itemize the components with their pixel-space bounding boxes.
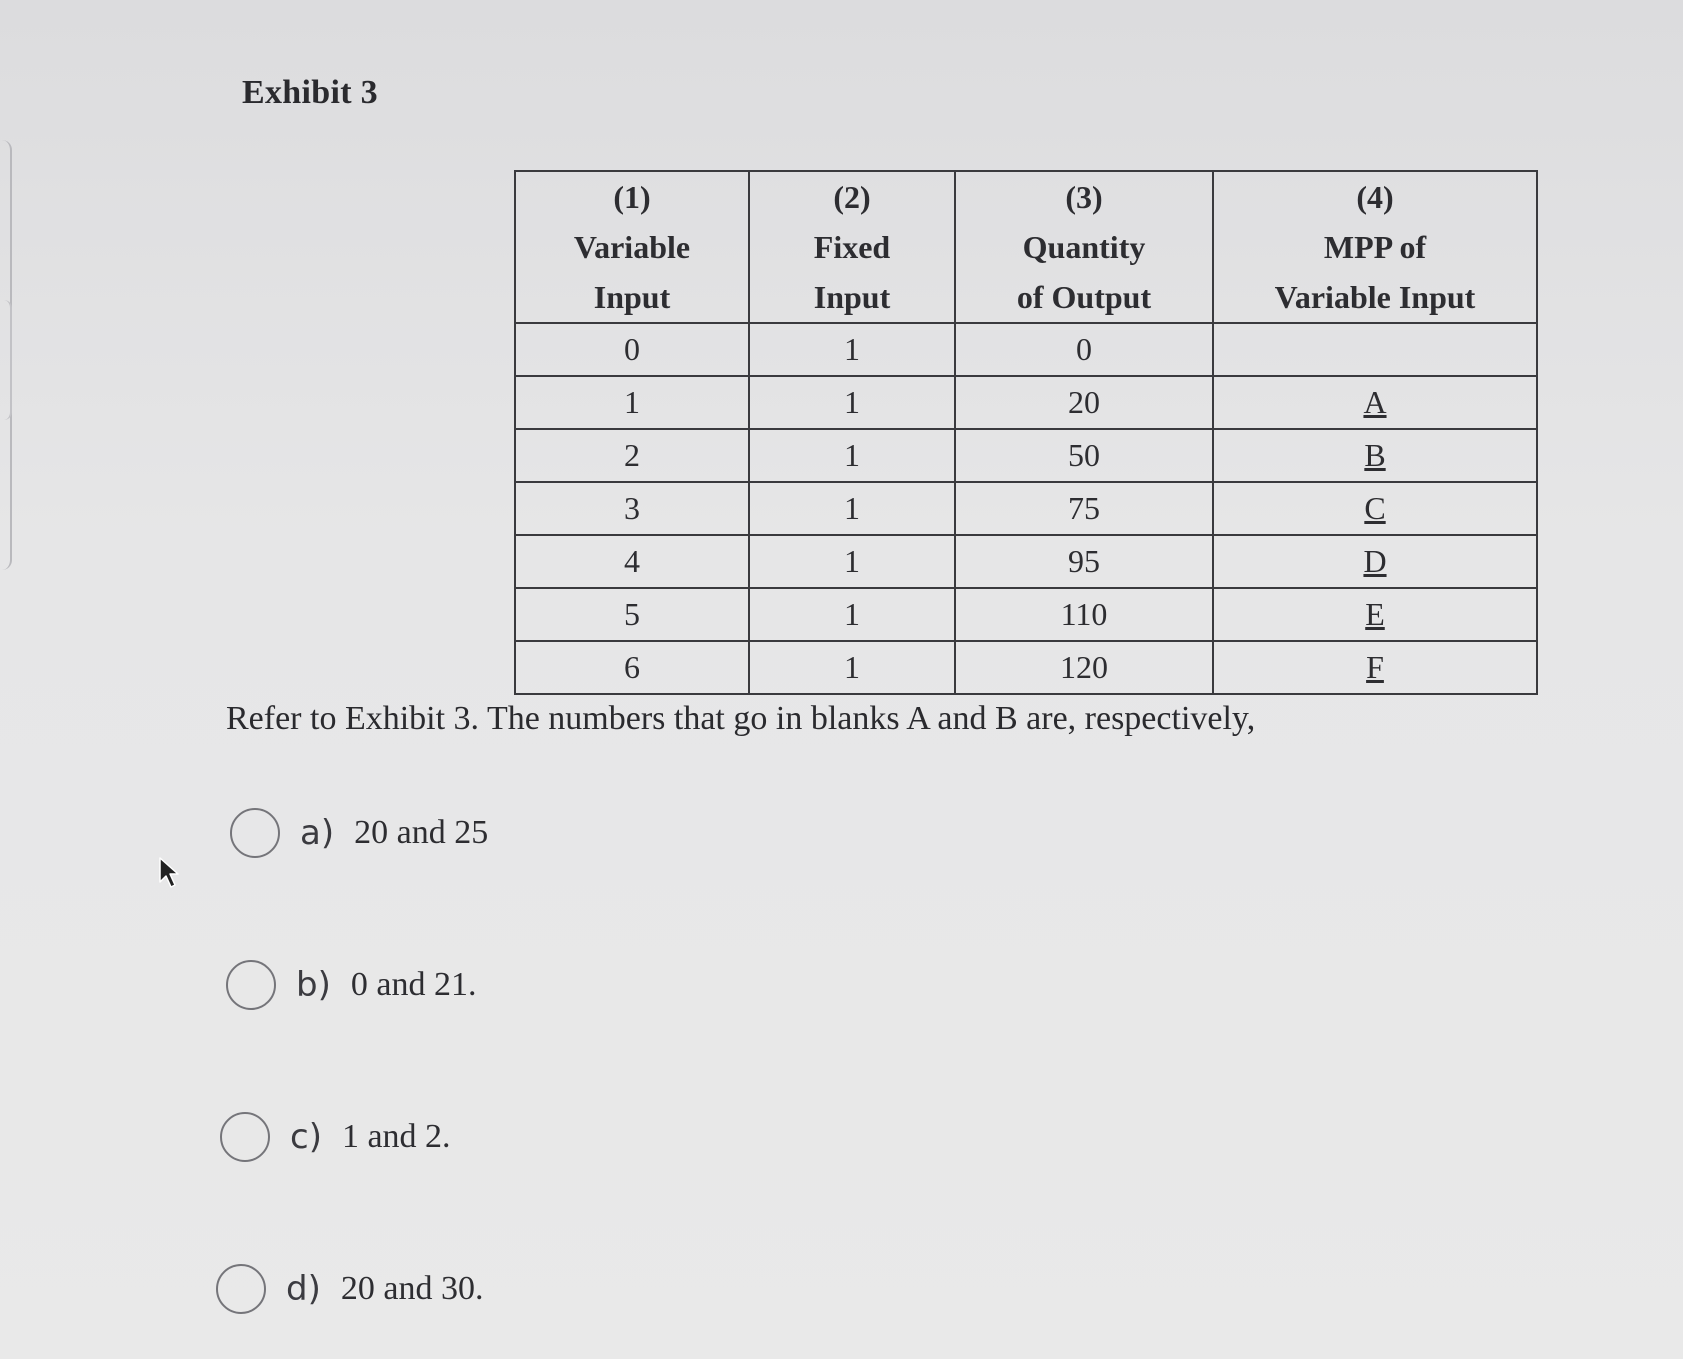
question-text: Refer to Exhibit 3. The numbers that go in blanks A and B are, respectively, <box>226 700 1256 737</box>
column-label-line2: Input <box>813 279 891 315</box>
option-text: 20 and 30. <box>340 1270 484 1307</box>
column-label-line1: MPP of <box>1323 229 1427 265</box>
cell-fixed-input: 1 <box>749 641 955 694</box>
column-label-line1: Variable <box>573 229 691 265</box>
cell-mpp <box>1213 323 1537 376</box>
cell-variable-input: 0 <box>515 323 749 376</box>
cell-variable-input: 1 <box>515 376 749 429</box>
table-row <box>515 588 1537 641</box>
cell-quantity-output: 50 <box>955 429 1213 482</box>
exhibit-table <box>514 170 1538 695</box>
column-label-line2: Variable Input <box>1274 279 1476 315</box>
column-number: (3) <box>1065 179 1103 215</box>
cell-fixed-input: 1 <box>749 376 955 429</box>
cell-variable-input: 2 <box>515 429 749 482</box>
radio-circle-icon[interactable] <box>230 808 280 858</box>
table-header-row <box>515 171 1537 323</box>
radio-circle-icon[interactable] <box>226 960 276 1010</box>
cell-quantity-output: 0 <box>955 323 1213 376</box>
radio-circle-icon[interactable] <box>216 1264 266 1314</box>
table-row <box>515 641 1537 694</box>
cell-variable-input: 5 <box>515 588 749 641</box>
column-header-mpp <box>1213 171 1537 323</box>
window-edge-inner <box>0 300 12 420</box>
answer-option-c[interactable] <box>220 1112 451 1162</box>
option-letter: b) <box>296 965 331 1005</box>
exhibit-title: Exhibit 3 <box>242 74 378 111</box>
cell-mpp-blank-d: D <box>1213 535 1537 588</box>
option-letter: c) <box>290 1117 322 1157</box>
option-letter: d) <box>286 1269 321 1309</box>
table-row <box>515 535 1537 588</box>
cell-quantity-output: 120 <box>955 641 1213 694</box>
column-label-line1: Fixed <box>813 229 891 265</box>
mouse-pointer-icon <box>158 856 184 890</box>
column-number: (4) <box>1356 179 1394 215</box>
cell-fixed-input: 1 <box>749 323 955 376</box>
cell-fixed-input: 1 <box>749 482 955 535</box>
answer-option-d[interactable] <box>216 1264 483 1314</box>
option-text: 1 and 2. <box>341 1118 451 1155</box>
table-row <box>515 323 1537 376</box>
cell-fixed-input: 1 <box>749 429 955 482</box>
cell-variable-input: 6 <box>515 641 749 694</box>
table-row <box>515 376 1537 429</box>
cell-mpp-blank-e: E <box>1213 588 1537 641</box>
cell-fixed-input: 1 <box>749 588 955 641</box>
cell-quantity-output: 20 <box>955 376 1213 429</box>
cell-variable-input: 4 <box>515 535 749 588</box>
column-label-line1: Quantity <box>1022 229 1146 265</box>
cell-mpp-blank-b: B <box>1213 429 1537 482</box>
column-label-line2: of Output <box>1016 279 1152 315</box>
answer-option-b[interactable] <box>226 960 476 1010</box>
cell-fixed-input: 1 <box>749 535 955 588</box>
option-letter: a) <box>300 813 335 853</box>
column-label-line2: Input <box>593 279 671 315</box>
cell-quantity-output: 95 <box>955 535 1213 588</box>
table-row <box>515 482 1537 535</box>
cell-mpp-blank-c: C <box>1213 482 1537 535</box>
option-text: 20 and 25 <box>354 814 489 851</box>
cell-mpp-blank-f: F <box>1213 641 1537 694</box>
cell-mpp-blank-a: A <box>1213 376 1537 429</box>
column-header-quantity-of-output <box>955 171 1213 323</box>
radio-circle-icon[interactable] <box>220 1112 270 1162</box>
option-text: 0 and 21. <box>350 966 477 1003</box>
cell-variable-input: 3 <box>515 482 749 535</box>
column-number: (1) <box>613 179 651 215</box>
column-number: (2) <box>833 179 871 215</box>
cell-quantity-output: 75 <box>955 482 1213 535</box>
column-header-variable-input <box>515 171 749 323</box>
table-row <box>515 429 1537 482</box>
column-header-fixed-input <box>749 171 955 323</box>
answer-option-a[interactable] <box>230 808 488 858</box>
cell-quantity-output: 110 <box>955 588 1213 641</box>
